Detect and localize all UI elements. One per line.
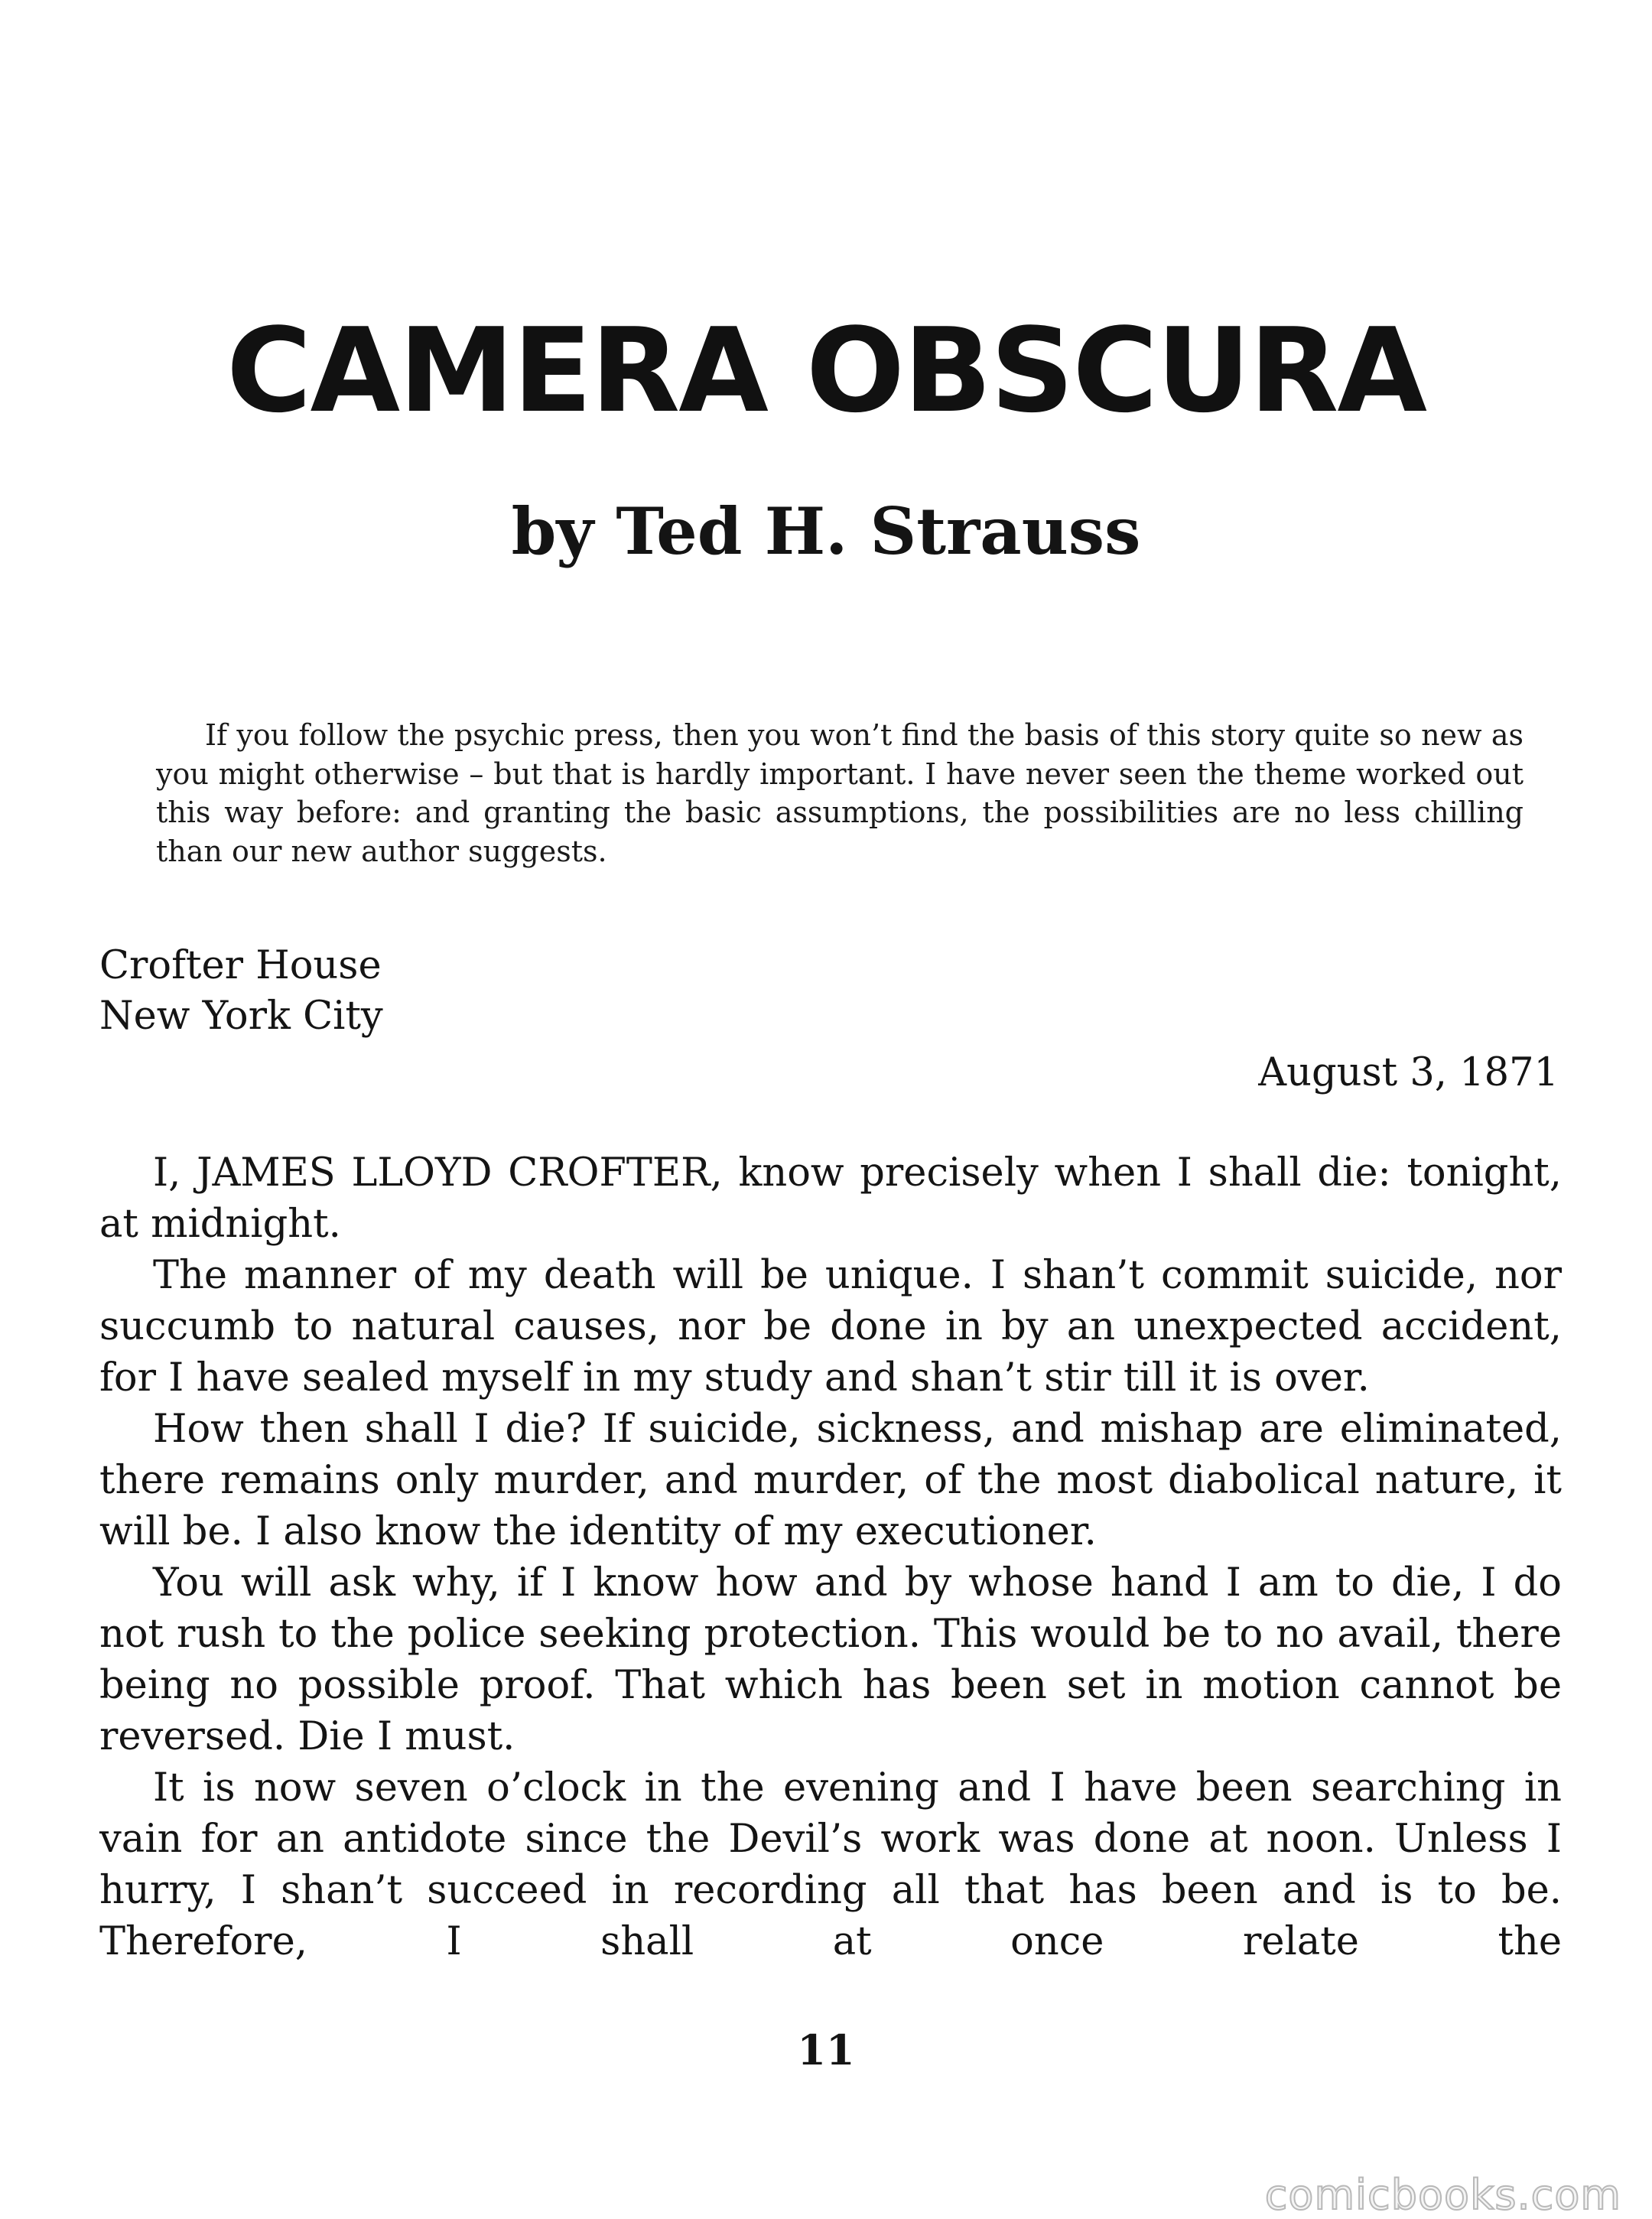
body-paragraph: How then shall I die? If suicide, sickness, and mishap are eliminated, there remains only murder, and murder, of the most diabolical nature, it will be. I also know the identity of my executioner. (99, 1407, 1562, 1554)
body-paragraph: I, JAMES LLOYD CROFTER, know precisely when I shall die: tonight, at midnight. (99, 1150, 1562, 1247)
body-paragraph: It is now seven o’clock in the evening and I have been searching in vain for an antidote since the Devil’s work was done at noon. Unless I hurry, I shan’t succeed in recording all that has been and is to be. Therefore, I shall at once relate the (99, 1765, 1562, 1964)
story-title: CAMERA OBSCURA (226, 303, 1426, 438)
address-line: New York City (99, 994, 383, 1039)
site-watermark: comicbooks.com (1264, 2171, 1621, 2219)
story-body (99, 1147, 1562, 1967)
body-paragraph: You will ask why, if I know how and by whose hand I am to die, I do not rush to the police seeking protection. This would be to no avail, there being no possible proof. That which has been set in motion cannot be reversed. Die I must. (99, 1560, 1562, 1759)
address-line: Crofter House (99, 943, 382, 988)
editor-introduction (156, 716, 1524, 870)
introduction-text: If you follow the psychic press, then you won’t find the basis of this story quite so new as you might otherwise – but that is hardly important. I have never seen the theme worked out this way before: and granting the basic assumptions, the possibilities are no less chilling than our new author suggests. (156, 718, 1524, 868)
author-byline: by Ted H. Strauss (511, 493, 1141, 569)
body-paragraph: The manner of my death will be unique. I shan’t commit suicide, nor succumb to natural causes, nor be done in by an unexpected accident, for I have sealed myself in my study and shan’t stir till it is over. (99, 1253, 1562, 1401)
page-number: 11 (797, 2025, 855, 2074)
letter-date: August 3, 1871 (1258, 1050, 1559, 1095)
letter-address (99, 941, 383, 1042)
